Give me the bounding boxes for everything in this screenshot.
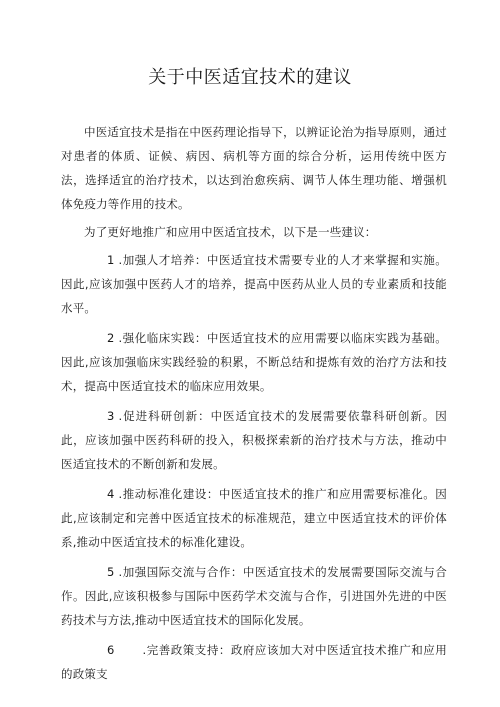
document-body (61, 120, 447, 692)
list-item (61, 482, 447, 554)
list-item (61, 326, 447, 398)
lead-paragraph: 为了更好地推广和应用中医适宜技术，以下是一些建议： (84, 225, 377, 239)
item-number: 6 (107, 643, 115, 657)
intro-paragraph: 中医适宜技术是指在中医药理论指导下，以辨证论治为指导原则，通过对患者的体质、证候、病因、病机等方面的综合分析，运用传统中医方法，选择适宜的治疗技术，以达到治愈疾病、调节人体生理功能、增强机体免疫力等作用的技术。 (61, 125, 447, 211)
list-item (61, 248, 447, 320)
item-number: 2 (107, 331, 115, 345)
item-text: .加强人才培养：中医适宜技术需要专业的人才来掌握和实施。因此,应该加强中医药人才的培养，提高中医药从业人员的专业素质和技能水平。 (61, 253, 447, 315)
item-number: 1 (107, 253, 115, 267)
item-number: 3 (107, 409, 115, 423)
item-text: .促进科研创新：中医适宜技术的发展需要依靠科研创新。因此，应该加强中医药科研的投入，积极探索新的治疗技术与方法，推动中医适宜技术的不断创新和发展。 (61, 409, 447, 471)
item-text: .完善政策支持：政府应该加大对中医适宜技术推广和应用的政策支 (61, 643, 447, 681)
document-title: 关于中医适宜技术的建议 (148, 67, 352, 88)
list-item (61, 404, 447, 476)
item-text: .加强国际交流与合作：中医适宜技术的发展需要国际交流与合作。因此,应该积极参与国际中医药学术交流与合作，引进国外先进的中医药技术与方法,推动中医适宜技术的国际化发展。 (61, 565, 447, 627)
item-number: 5 (107, 565, 115, 579)
list-item (61, 560, 447, 632)
item-text: .强化临床实践：中医适宜技术的应用需要以临床实践为基础。因此,应该加强临床实践经验的积累，不断总结和提炼有效的治疗方法和技术，提高中医适宜技术的临床应用效果。 (61, 331, 447, 393)
item-number: 4 (107, 487, 115, 501)
list-item (61, 638, 447, 686)
item-text: .推动标准化建设：中医适宜技术的推广和应用需要标准化。因此,应该制定和完善中医适宜技术的标准规范，建立中医适宜技术的评价体系,推动中医适宜技术的标准化建设。 (61, 487, 447, 549)
